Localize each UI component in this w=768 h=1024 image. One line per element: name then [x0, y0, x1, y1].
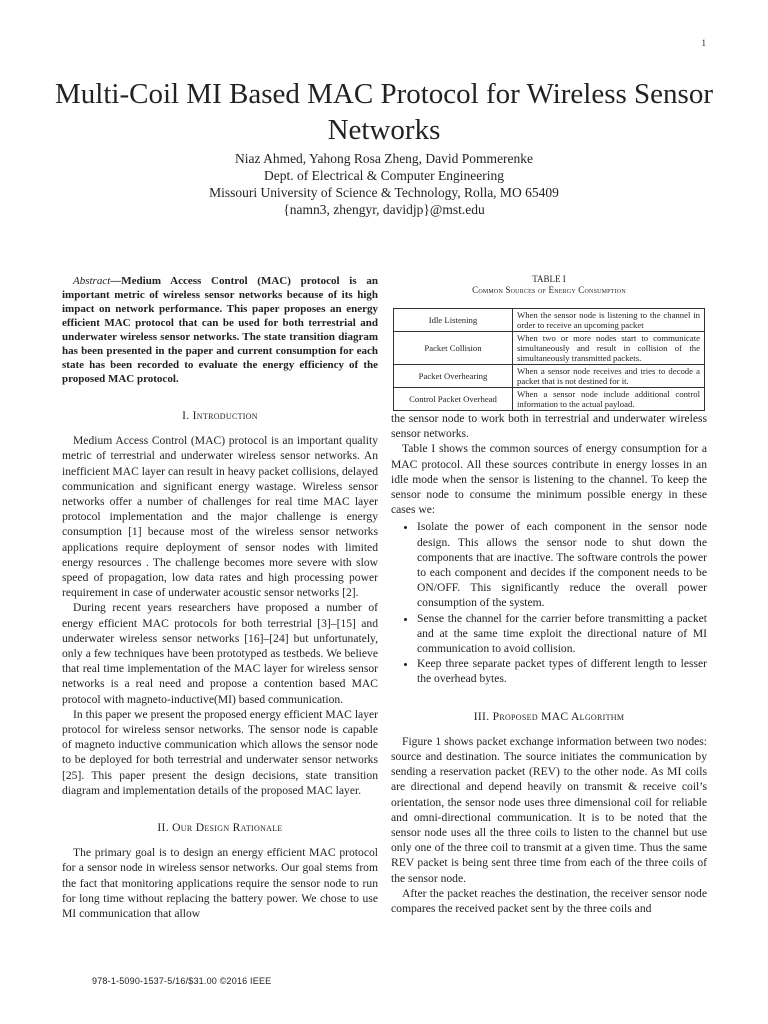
- table-caption: Common Sources of Energy Consumption: [472, 285, 626, 295]
- intro-paragraph-1: Medium Access Control (MAC) protocol is an important quality metric of terrestrial and underwater wireless sensor networks. An inefficient MAC layer can result in heavy packet collisions, delayed communication and significant energy wastage. Wireless sensor networks offer a number of challenges for real time MAC layer protocol implementation and the major challenge is energy consumption [1] because most of the wireless sensor networks applications require deployment of sensor nodes with limited energy resources . The challenge becomes more severe with slow speed of propagation, low data rates and high processing power requirement in case of underwater acoustic sensor networks [2].: [62, 434, 378, 600]
- author-university: Missouri University of Science & Technology, Rolla, MO 65409: [209, 185, 559, 200]
- table-row: [394, 388, 705, 411]
- table-row: [394, 332, 705, 365]
- design-continuation: the sensor node to work both in terrestrial and underwater wireless sensor networks.: [391, 412, 707, 441]
- author-block: [40, 150, 728, 218]
- author-department: Dept. of Electrical & Computer Engineering: [264, 168, 504, 183]
- abstract-text: —Medium Access Control (MAC) protocol is an important metric of wireless sensor networks because of its high impact on network performance. This paper proposes an energy efficient MAC protocol that can be used for both terrestrial and underwater wireless sensor networks. The state transition diagram has been presented in the paper and current consumption for each state has been recorded to evaluate the energy efficiency of the proposed MAC protocol.: [62, 275, 378, 385]
- abstract-label: Abstract: [73, 275, 111, 287]
- copyright-footer: 978-1-5090-1537-5/16/$31.00 ©2016 IEEE: [92, 976, 272, 986]
- author-names: Niaz Ahmed, Yahong Rosa Zheng, David Pommerenke: [234, 151, 534, 166]
- energy-saving-list: [391, 519, 707, 686]
- design-paragraph-1: The primary goal is to design an energy efficient MAC protocol for a sensor node in wireless sensor networks. Our goal stems from the fact that monitoring applications require the sensor node to run for long time without replacing the battery power. We chose to use MI communication that allow: [62, 846, 378, 921]
- table-intro-paragraph: Table I shows the common sources of energy consumption for a MAC protocol. All these sources contribute in energy losses in an idle mode when the sensor is listening to the channel. To keep the sensor node to consume the minimum possible energy in these cases we:: [391, 442, 707, 517]
- section-heading-introduction: I. Introduction: [182, 409, 258, 422]
- energy-consumption-table: [393, 308, 705, 411]
- page-number: 1: [701, 38, 706, 48]
- table-cell-description: When the sensor node is listening to the channel in order to receive an upcoming packet: [513, 309, 705, 332]
- right-column: [391, 274, 707, 916]
- table-label: TABLE I: [532, 274, 566, 284]
- intro-paragraph-2: During recent years researchers have proposed a number of energy efficient MAC protocols for both terrestrial [3]–[15] and underwater wireless sensor networks [16]–[24] but unfortunately, only a few techniques have been prototyped as testbeds. We believe that real time implementation of the MAC layer for wireless sensor networks is a real need and propose a contention based MAC protocol with magneto-inductive(MI) based communication.: [62, 601, 378, 706]
- abstract: [62, 274, 378, 386]
- table-cell-source: Packet Overhearing: [394, 365, 513, 388]
- section-heading-mac-algorithm: III. Proposed MAC Algorithm: [473, 709, 625, 723]
- table-cell-source: Idle Listening: [394, 309, 513, 332]
- list-item: • Sense the channel for the carrier before transmitting a packet and at the same time exploit the directional nature of MI communication to avoid collision.: [417, 611, 707, 657]
- table-cell-description: When two or more nodes start to communicate simultaneously and result in collision of the simultaneously transmitted packets.: [513, 332, 705, 365]
- table-cell-source: Control Packet Overhead: [394, 388, 513, 411]
- table-row: [394, 309, 705, 332]
- author-emails: {namn3, zhengyr, davidjp}@mst.edu: [283, 202, 485, 217]
- list-item: • Isolate the power of each component in the sensor node design. This allows the sensor node to shut down the components that are inactive. The software controls the power to each component and decides if the component needs to be ON/OFF. This significantly reduce the overall power consumption of the system.: [417, 519, 707, 610]
- mac-paragraph-1: Figure 1 shows packet exchange information between two nodes: source and destination. The source initiates the communication by sending a reservation packet (REV) to the other node. As MI coils are directional and depend heavily on transmit & receive coil’s orientation, the sensor node uses three dimensional coil for reliable and omni-directional communication. It is to be noted that the sensor node uses all the three coils to listen to the channel but use only one of the three coil to transmit at a given time. Thus the same REV packet is being sent three time from each of the three coils of the sensor node.: [391, 734, 707, 885]
- table-cell-description: When a sensor node include additional control information to the actual payload.: [513, 388, 705, 411]
- table-cell-source: Packet Collision: [394, 332, 513, 365]
- left-column: [62, 274, 378, 921]
- table-cell-description: When a sensor node receives and tries to decode a packet that is not destined for it.: [513, 365, 705, 388]
- intro-paragraph-3: In this paper we present the proposed energy efficient MAC layer protocol for wireless sensor networks. The sensor node is capable of magneto inductive communication which allows the sensor node to be deployed for both terrestrial and underwater sensor networks [25]. This paper present the design decisions, state transition diagram and implementation details of the proposed MAC layer.: [62, 707, 378, 797]
- table-row: [394, 365, 705, 388]
- section-heading-design-rationale: II. Our Design Rationale: [157, 821, 283, 835]
- paper-title: Multi-Coil MI Based MAC Protocol for Wireless Sensor Networks: [54, 78, 713, 146]
- list-item: • Keep three separate packet types of different length to lesser the overhead bytes.: [417, 656, 707, 686]
- mac-paragraph-2: After the packet reaches the destination, the receiver sensor node compares the received packet sent by the three coils and: [391, 886, 707, 916]
